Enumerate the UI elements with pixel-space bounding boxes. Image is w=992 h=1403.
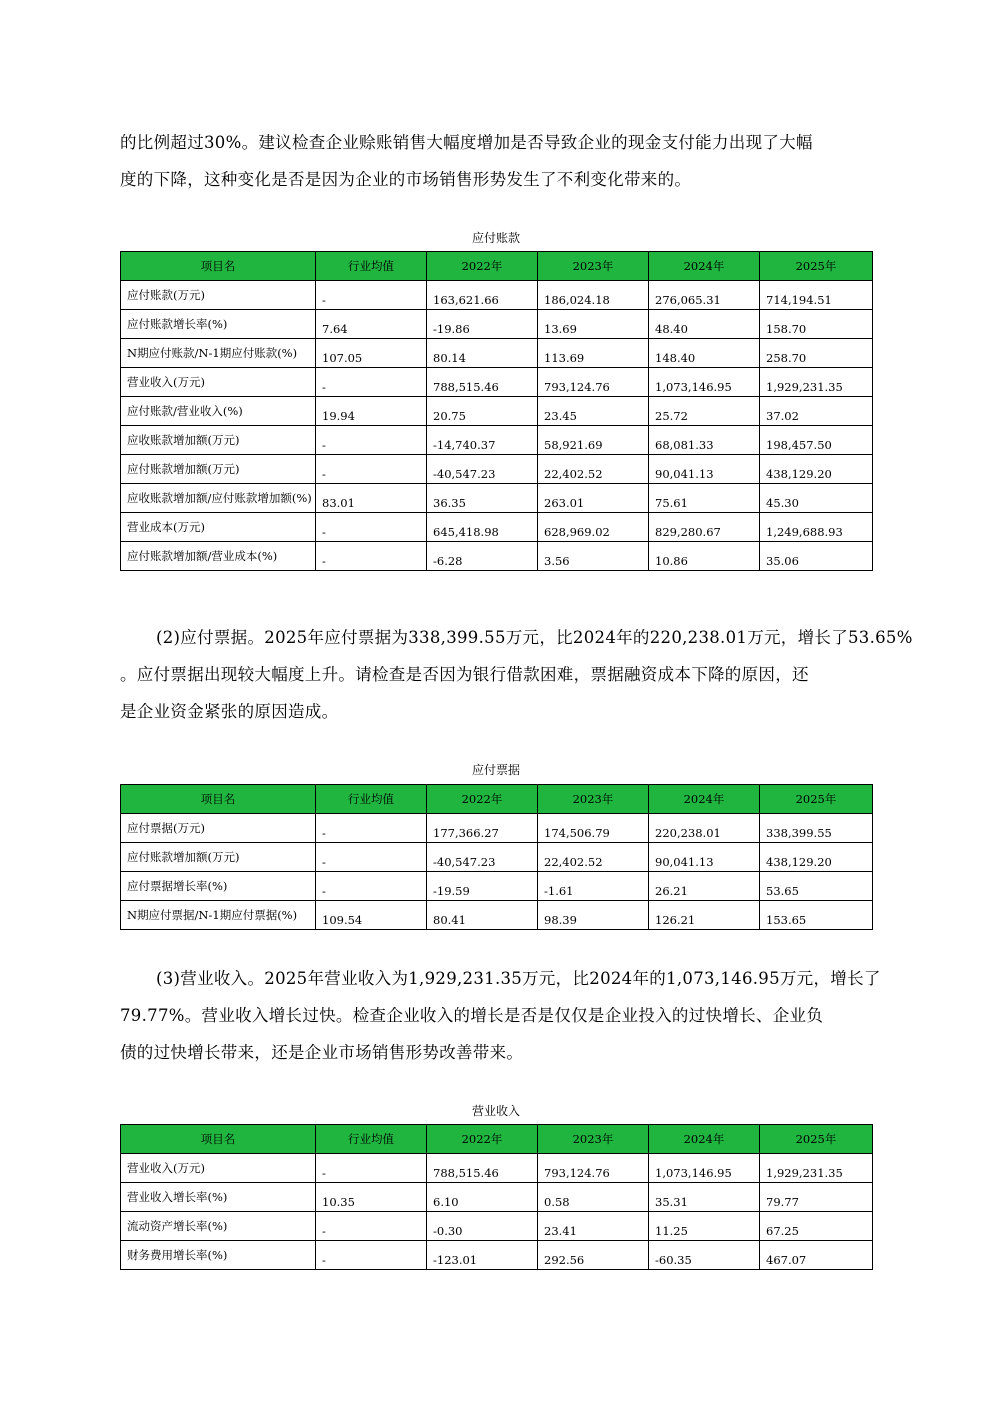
table-caption: 应付账款 [471, 231, 520, 245]
column-header: 2025年 [760, 252, 873, 281]
table-row [121, 901, 873, 930]
table-header-row [121, 785, 873, 814]
table-accounts-payable [120, 251, 873, 571]
table-cell: 109.54 [316, 901, 427, 930]
table-cell: 83.01 [316, 484, 427, 513]
table-cell: 10.35 [316, 1183, 427, 1212]
table-cell: 1,249,688.93 [760, 513, 873, 542]
table-cell: 25.72 [649, 397, 760, 426]
table-cell: 263.01 [538, 484, 649, 513]
column-header: 行业均值 [316, 785, 427, 814]
row-label: 应付账款增加额(万元) [121, 843, 316, 872]
row-label: N期应付账款/N-1期应付账款(%) [121, 339, 316, 368]
table-cell: 292.56 [538, 1241, 649, 1270]
table-cell: 793,124.76 [538, 368, 649, 397]
table-cell: 788,515.46 [427, 1154, 538, 1183]
table-row [121, 513, 873, 542]
table-cell: 80.41 [427, 901, 538, 930]
column-header: 2025年 [760, 1125, 873, 1154]
paragraph-line: 债的过快增长带来，还是企业市场销售形势改善带来。 [120, 1043, 524, 1062]
paragraph-line: (3)营业收入。2025年营业收入为1,929,231.35万元，比2024年的1,073,146.95万元，增长了 [156, 969, 881, 988]
table-cell: -19.59 [427, 872, 538, 901]
column-header: 2022年 [427, 785, 538, 814]
table-cell: 10.86 [649, 542, 760, 571]
table-cell: - [316, 814, 427, 843]
table-cell: 19.94 [316, 397, 427, 426]
table-cell: 829,280.67 [649, 513, 760, 542]
row-label: 应收账款增加额/应付账款增加额(%) [121, 484, 316, 513]
row-label: 应付票据增长率(%) [121, 872, 316, 901]
table-cell: - [316, 1241, 427, 1270]
table-cell: 23.45 [538, 397, 649, 426]
table-cell: 126.21 [649, 901, 760, 930]
table-row [121, 814, 873, 843]
table-cell: 0.58 [538, 1183, 649, 1212]
table-row [121, 872, 873, 901]
table-cell: 438,129.20 [760, 843, 873, 872]
table-cell: - [316, 1154, 427, 1183]
paragraph-line: 度的下降，这种变化是否是因为企业的市场销售形势发生了不利变化带来的。 [120, 170, 692, 189]
table-cell: 36.35 [427, 484, 538, 513]
table-cell: 113.69 [538, 339, 649, 368]
row-label: 财务费用增长率(%) [121, 1241, 316, 1270]
table-cell: 198,457.50 [760, 426, 873, 455]
table-row [121, 339, 873, 368]
paragraph-2 [120, 619, 913, 730]
table-cell: 338,399.55 [760, 814, 873, 843]
table-row [121, 1154, 873, 1183]
table-cell: 1,073,146.95 [649, 1154, 760, 1183]
table-cell: 177,366.27 [427, 814, 538, 843]
table-row [121, 1212, 873, 1241]
table-cell: 35.31 [649, 1183, 760, 1212]
paragraph-3 [120, 960, 880, 1071]
table-row [121, 542, 873, 571]
paragraph-line: 。应付票据出现较大幅度上升。请检查是否因为银行借款困难，票据融资成本下降的原因，还 [120, 665, 809, 684]
table-row [121, 1241, 873, 1270]
table-cell: 11.25 [649, 1212, 760, 1241]
table-row [121, 426, 873, 455]
table-row [121, 397, 873, 426]
table-notes-payable [120, 784, 873, 930]
table-cell: 58,921.69 [538, 426, 649, 455]
row-label: 营业收入增长率(%) [121, 1183, 316, 1212]
column-header: 2023年 [538, 785, 649, 814]
table-cell: 158.70 [760, 310, 873, 339]
table-row [121, 310, 873, 339]
row-label: 应付票据(万元) [121, 814, 316, 843]
table-cell: - [316, 513, 427, 542]
table-cell: 80.14 [427, 339, 538, 368]
table-cell: 22,402.52 [538, 455, 649, 484]
column-header: 行业均值 [316, 1125, 427, 1154]
table-caption: 营业收入 [471, 1104, 520, 1118]
table-cell: 788,515.46 [427, 368, 538, 397]
table-cell: 628,969.02 [538, 513, 649, 542]
table-cell: -1.61 [538, 872, 649, 901]
table-cell: -14,740.37 [427, 426, 538, 455]
table-cell: 258.70 [760, 339, 873, 368]
table-cell: 90,041.13 [649, 843, 760, 872]
paragraph-line: (2)应付票据。2025年应付票据为338,399.55万元，比2024年的220,238.01万元，增长了53.65% [156, 628, 913, 647]
table-cell: 13.69 [538, 310, 649, 339]
row-label: 应付账款增加额(万元) [121, 455, 316, 484]
table-cell: 45.30 [760, 484, 873, 513]
table-cell: 75.61 [649, 484, 760, 513]
table-cell: 22,402.52 [538, 843, 649, 872]
table-operating-revenue [120, 1124, 873, 1270]
table-cell: - [316, 542, 427, 571]
table-header-row [121, 1125, 873, 1154]
table-cell: 220,238.01 [649, 814, 760, 843]
table-cell: 438,129.20 [760, 455, 873, 484]
table-cell: 20.75 [427, 397, 538, 426]
table-cell: 67.25 [760, 1212, 873, 1241]
row-label: 应付账款增加额/营业成本(%) [121, 542, 316, 571]
table-cell: 68,081.33 [649, 426, 760, 455]
table-cell: 35.06 [760, 542, 873, 571]
column-header: 2022年 [427, 252, 538, 281]
table-row [121, 843, 873, 872]
row-label: 营业收入(万元) [121, 368, 316, 397]
paragraph-line: 的比例超过30%。建议检查企业赊账销售大幅度增加是否导致企业的现金支付能力出现了大幅 [120, 133, 813, 152]
column-header: 2023年 [538, 1125, 649, 1154]
table-row [121, 484, 873, 513]
column-header: 2023年 [538, 252, 649, 281]
table-cell: 23.41 [538, 1212, 649, 1241]
table-cell: - [316, 872, 427, 901]
column-header: 行业均值 [316, 252, 427, 281]
table-cell: 6.10 [427, 1183, 538, 1212]
table-cell: 714,194.51 [760, 281, 873, 310]
table-cell: 37.02 [760, 397, 873, 426]
paragraph-1 [120, 124, 880, 198]
table-cell: 467.07 [760, 1241, 873, 1270]
column-header: 2025年 [760, 785, 873, 814]
table-cell: - [316, 281, 427, 310]
table-cell: 3.56 [538, 542, 649, 571]
column-header: 项目名 [121, 785, 316, 814]
table-cell: -19.86 [427, 310, 538, 339]
table-cell: 645,418.98 [427, 513, 538, 542]
row-label: 应付账款增长率(%) [121, 310, 316, 339]
table-caption: 应付票据 [471, 763, 520, 777]
table-cell: 148.40 [649, 339, 760, 368]
table-row [121, 455, 873, 484]
table-row [121, 1183, 873, 1212]
table-cell: 163,621.66 [427, 281, 538, 310]
column-header: 2022年 [427, 1125, 538, 1154]
row-label: 应收账款增加额(万元) [121, 426, 316, 455]
table-cell: 1,929,231.35 [760, 368, 873, 397]
row-label: 营业收入(万元) [121, 1154, 316, 1183]
table-cell: 174,506.79 [538, 814, 649, 843]
table-cell: 53.65 [760, 872, 873, 901]
table-cell: 79.77 [760, 1183, 873, 1212]
table-cell: - [316, 426, 427, 455]
table-cell: 276,065.31 [649, 281, 760, 310]
table-cell: -60.35 [649, 1241, 760, 1270]
table-cell: -0.30 [427, 1212, 538, 1241]
column-header: 项目名 [121, 252, 316, 281]
table-cell: 90,041.13 [649, 455, 760, 484]
row-label: 应付账款/营业收入(%) [121, 397, 316, 426]
table-cell: 7.64 [316, 310, 427, 339]
row-label: N期应付票据/N-1期应付票据(%) [121, 901, 316, 930]
column-header: 2024年 [649, 1125, 760, 1154]
table-header-row [121, 252, 873, 281]
column-header: 项目名 [121, 1125, 316, 1154]
column-header: 2024年 [649, 252, 760, 281]
table-cell: - [316, 455, 427, 484]
table-cell: - [316, 843, 427, 872]
table-cell: 793,124.76 [538, 1154, 649, 1183]
table-cell: 107.05 [316, 339, 427, 368]
table-cell: -40,547.23 [427, 843, 538, 872]
paragraph-line: 是企业资金紧张的原因造成。 [120, 702, 339, 721]
table-cell: 1,929,231.35 [760, 1154, 873, 1183]
table-cell: -40,547.23 [427, 455, 538, 484]
table-cell: 48.40 [649, 310, 760, 339]
row-label: 流动资产增长率(%) [121, 1212, 316, 1241]
row-label: 应付账款(万元) [121, 281, 316, 310]
table-cell: - [316, 1212, 427, 1241]
table-cell: -123.01 [427, 1241, 538, 1270]
table-cell: 98.39 [538, 901, 649, 930]
table-row [121, 368, 873, 397]
table-cell: -6.28 [427, 542, 538, 571]
table-cell: - [316, 368, 427, 397]
paragraph-line: 79.77%。营业收入增长过快。检查企业收入的增长是否是仅仅是企业投入的过快增长、企业负 [120, 1006, 824, 1025]
table-cell: 1,073,146.95 [649, 368, 760, 397]
row-label: 营业成本(万元) [121, 513, 316, 542]
table-cell: 153.65 [760, 901, 873, 930]
table-cell: 26.21 [649, 872, 760, 901]
column-header: 2024年 [649, 785, 760, 814]
table-cell: 186,024.18 [538, 281, 649, 310]
table-row [121, 281, 873, 310]
